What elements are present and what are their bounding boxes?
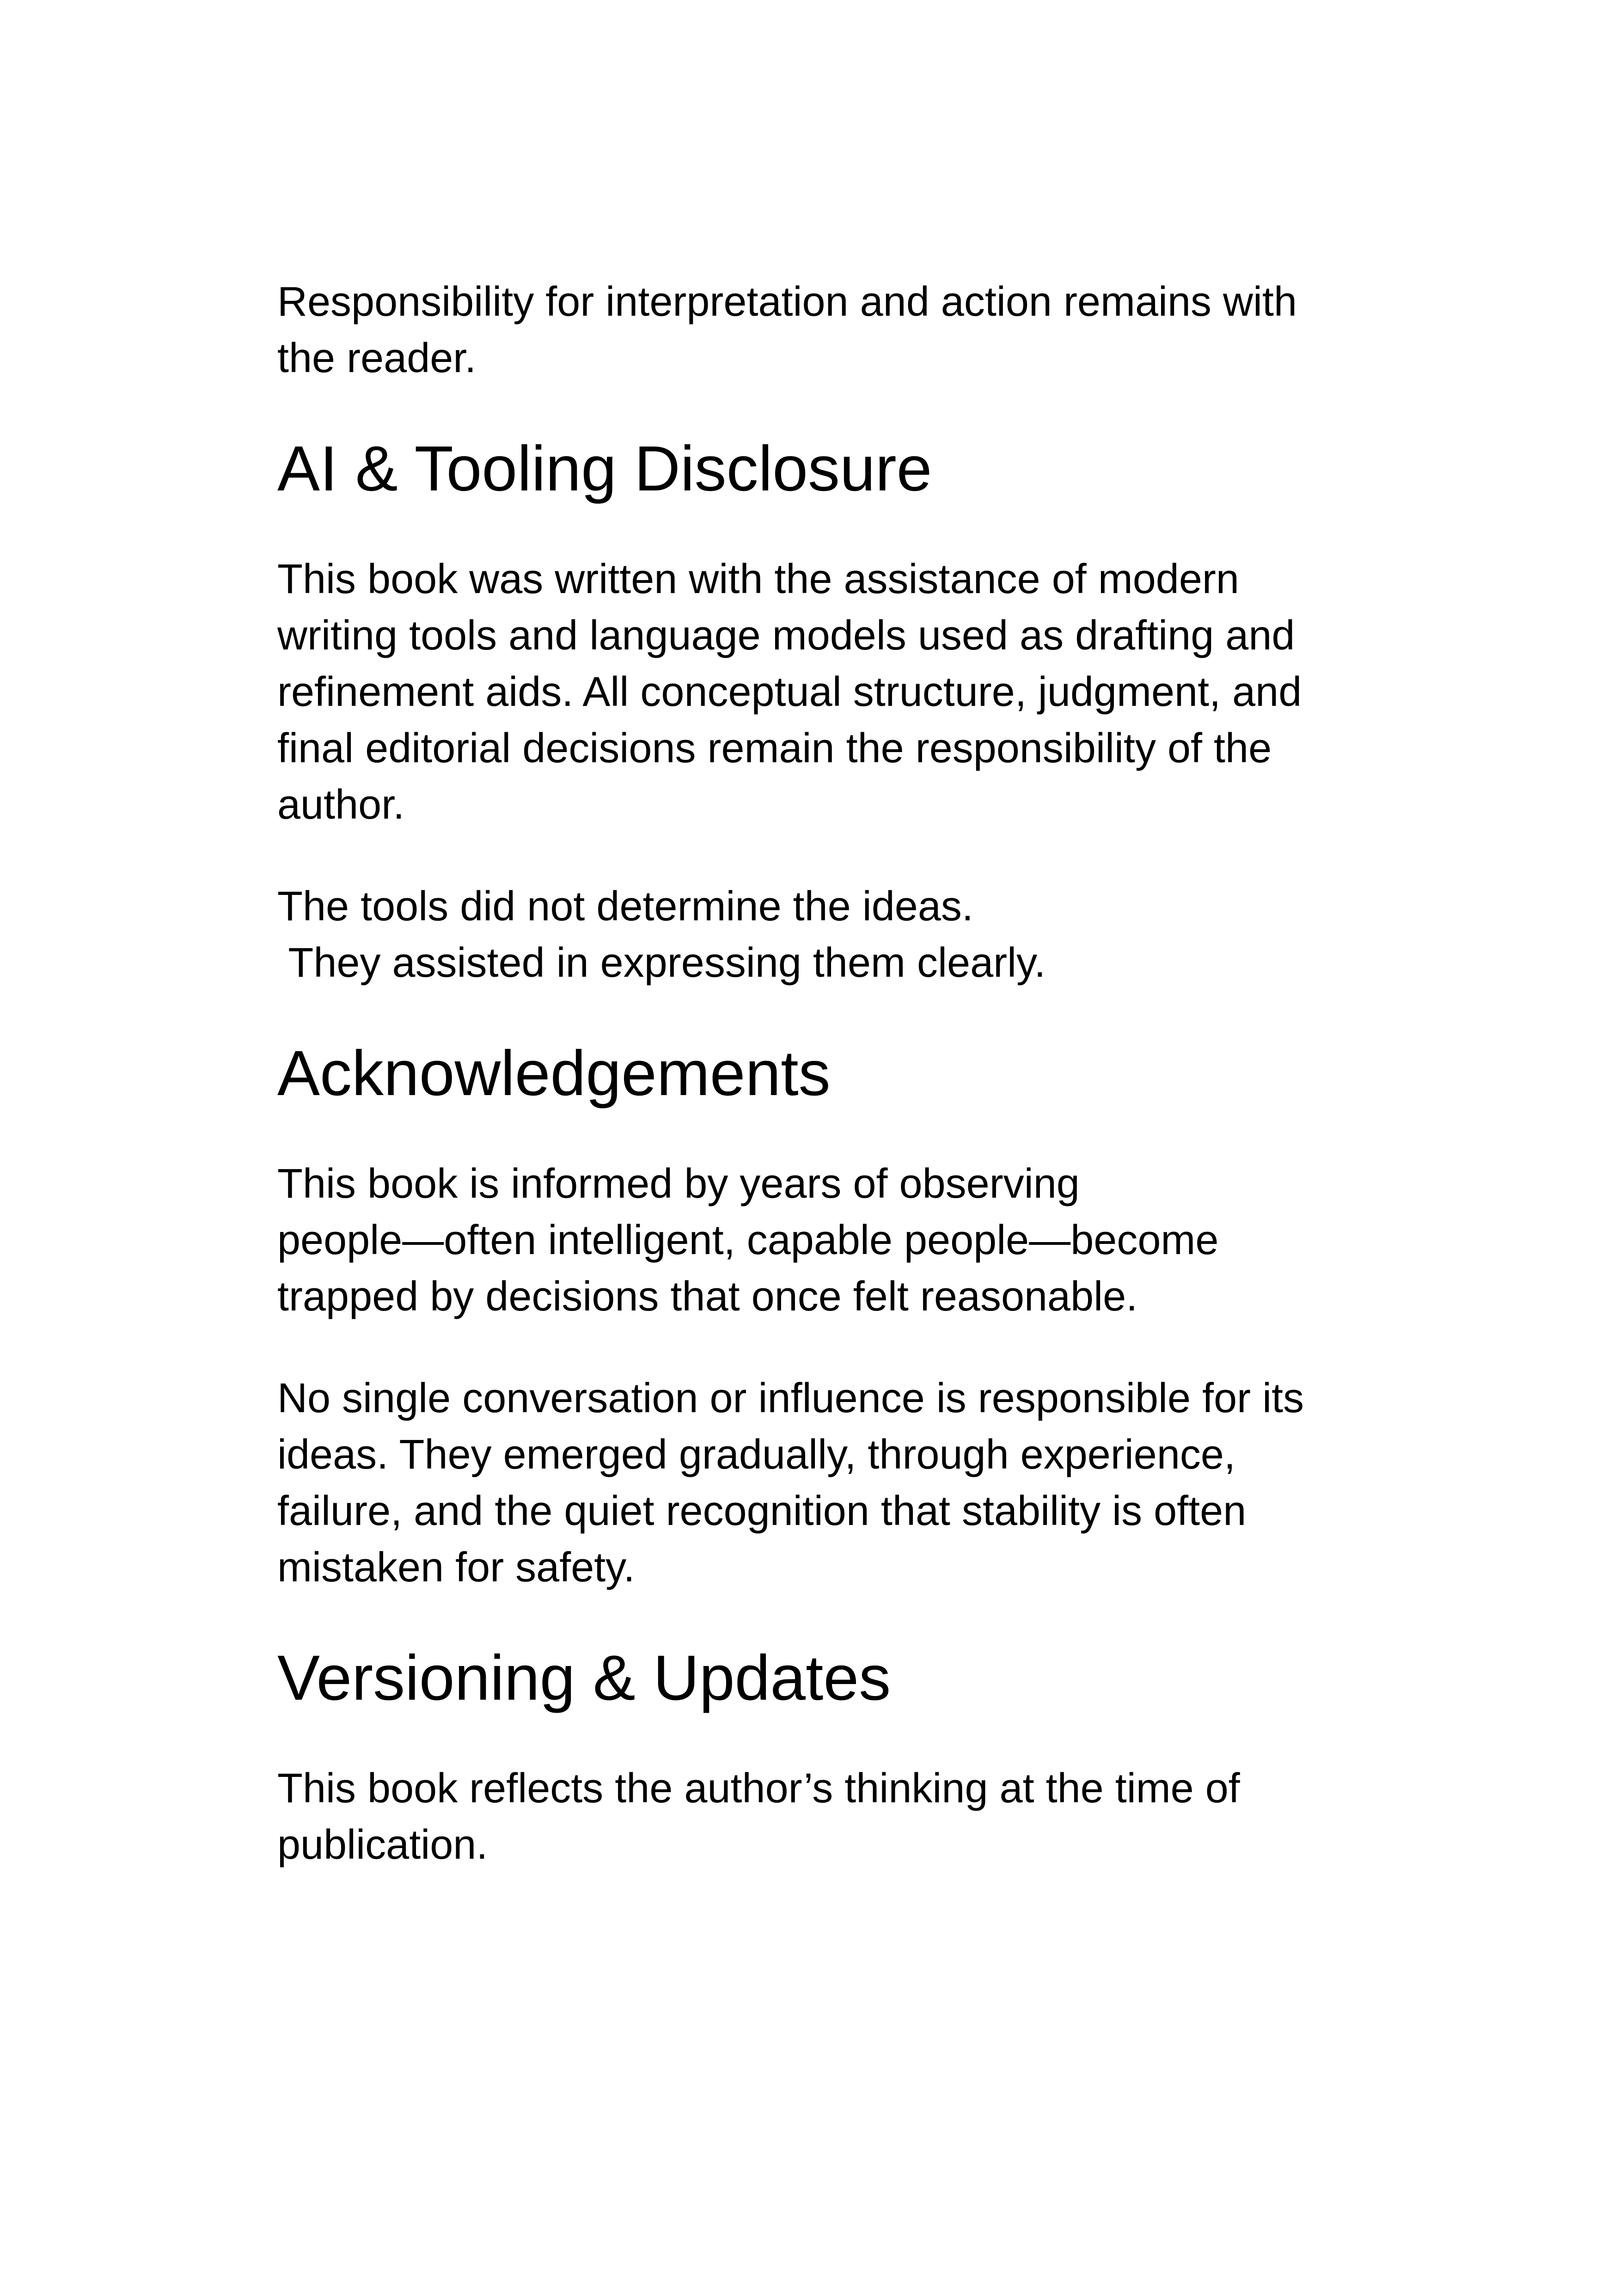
text-line: Responsibility for interpretation and action remains with — [277, 279, 1297, 325]
section-heading-acknowledgements: Acknowledgements — [277, 1038, 831, 1109]
ai-tooling-paragraph-1 — [277, 551, 1359, 833]
text-line: The tools did not determine the ideas. — [277, 883, 973, 930]
text-line: failure, and the quiet recognition that stability is often — [277, 1488, 1247, 1534]
ai-tooling-paragraph-2 — [277, 878, 1359, 991]
text-line: trapped by decisions that once felt reasonable. — [277, 1274, 1138, 1320]
text-line: final editorial decisions remain the responsibility of the — [277, 725, 1272, 771]
document-page — [277, 274, 1359, 1873]
text-line: This book was written with the assistance of modern — [277, 556, 1239, 602]
text-line: refinement aids. All conceptual structure, judgment, and — [277, 669, 1302, 715]
text-line: people—often intelligent, capable people—become — [277, 1217, 1219, 1263]
text-line: mistaken for safety. — [277, 1544, 635, 1591]
acknowledgements-paragraph-1 — [277, 1156, 1359, 1325]
text-line: writing tools and language models used as drafting and — [277, 612, 1295, 659]
section-heading-ai-tooling: AI & Tooling Disclosure — [277, 433, 932, 504]
text-line: This book is informed by years of observing — [277, 1161, 1080, 1207]
text-line: They assisted in expressing them clearly. — [277, 940, 1046, 986]
section-heading-versioning: Versioning & Updates — [277, 1642, 891, 1714]
versioning-paragraph — [277, 1760, 1359, 1873]
acknowledgements-paragraph-2 — [277, 1370, 1359, 1596]
text-line: publication. — [277, 1822, 488, 1868]
text-line: No single conversation or influence is responsible for its — [277, 1375, 1304, 1421]
text-line: This book reflects the author’s thinking at the time of — [277, 1765, 1240, 1812]
text-line: author. — [277, 782, 405, 828]
text-line: the reader. — [277, 335, 477, 381]
intro-paragraph — [277, 274, 1359, 386]
text-line: ideas. They emerged gradually, through experience, — [277, 1432, 1235, 1478]
